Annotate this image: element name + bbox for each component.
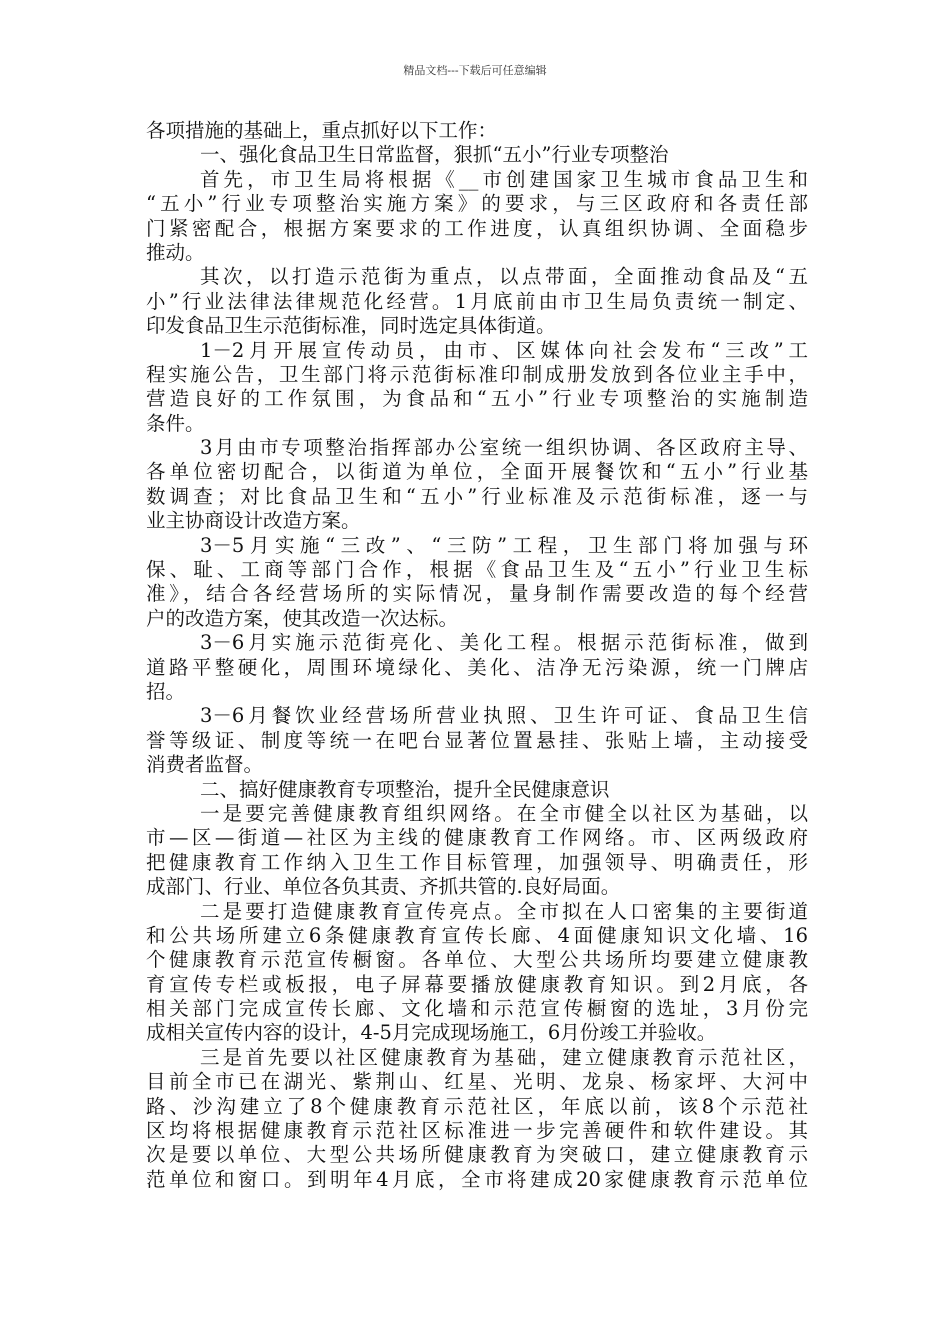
text-line: 成相关宣传内容的设计，4-5月完成现场施工，6月份竣工并验收。 — [146, 1021, 717, 1045]
text-line: “五小”行业专项整治实施方案》的要求，与三区政府和各责任部 — [146, 192, 808, 216]
text-line: 把健康教育工作纳入卫生工作目标管理，加强领导、明确责任，形 — [146, 850, 808, 874]
text-line: 业主协商设计改造方案。 — [146, 509, 361, 533]
text-line: 印发食品卫生示范街标准，同时选定具体街道。 — [146, 314, 556, 338]
text-line: 一、强化食品卫生日常监督，狠抓“五小”行业专项整治 — [200, 143, 669, 167]
text-line: 三是首先要以社区健康教育为基础，建立健康教育示范社区， — [200, 1045, 808, 1069]
text-line: 其次，以打造示范街为重点，以点带面，全面推动食品及“五 — [200, 265, 808, 289]
text-line: 成部门、行业、单位各负其责、齐抓共管的.良好局面。 — [146, 875, 621, 899]
text-line: 3－5月实施“三改”、“三防”工程，卫生部门将加强与环 — [200, 533, 808, 557]
text-line: 3月由市专项整治指挥部办公室统一组织协调、各区政府主导、 — [200, 436, 808, 460]
text-line: 营造良好的工作氛围，为食品和“五小”行业专项整治的实施制造 — [146, 387, 808, 411]
text-line: 各单位密切配合，以街道为单位，全面开展餐饮和“五小”行业基 — [146, 460, 808, 484]
text-line: 和公共场所建立6条健康教育宣传长廊、4面健康知识文化墙、16 — [146, 923, 808, 947]
text-line: 准》，结合各经营场所的实际情况，量身制作需要改造的每个经营 — [146, 582, 808, 606]
text-line: 程实施公告，卫生部门将示范街标准印制成册发放到各位业主手中， — [146, 362, 808, 386]
text-line: 条件。 — [146, 411, 205, 435]
text-line: 3－6月餐饮业经营场所营业执照、卫生许可证、食品卫生信 — [200, 704, 808, 728]
text-line: 路、沙沟建立了8个健康教育示范社区，年底以前，该8个示范社 — [146, 1094, 808, 1118]
text-line: 数调查；对比食品卫生和“五小”行业标准及示范街标准，逐一与 — [146, 484, 808, 508]
text-line: 范单位和窗口。到明年4月底，全市将建成20家健康教育示范单位 — [146, 1167, 808, 1191]
text-line: 3－6月实施示范街亮化、美化工程。根据示范街标准，做到 — [200, 631, 808, 655]
text-line: 各项措施的基础上，重点抓好以下工作： — [146, 119, 498, 142]
text-line: 户的改造方案，使其改造一次达标。 — [146, 606, 459, 630]
text-line: 1－2月开展宣传动员，由市、区媒体向社会发布“三改”工 — [200, 338, 808, 362]
text-line: 市—区—街道—社区为主线的健康教育工作网络。市、区两级政府 — [146, 826, 808, 850]
text-line: 保、耻、工商等部门合作，根据《食品卫生及“五小”行业卫生标 — [146, 558, 808, 582]
text-line: 次是要以单位、大型公共场所健康教育为突破口，建立健康教育示 — [146, 1143, 808, 1167]
text-line: 目前全市已在湖光、紫荆山、红星、光明、龙泉、杨家坪、大河中 — [146, 1070, 808, 1094]
text-line: 区均将根据健康教育示范社区标准进一步完善硬件和软件建设。其 — [146, 1119, 808, 1143]
text-line: 誉等级证、制度等统一在吧台显著位置悬挂、张贴上墙，主动接受 — [146, 728, 808, 752]
text-line: 推动。 — [146, 240, 205, 264]
page-header: 精品文档---下载后可任意编辑 — [403, 64, 547, 77]
text-line: 个健康教育示范宣传橱窗。各单位、大型公共场所均要建立健康教 — [146, 948, 808, 972]
text-line: 消费者监督。 — [146, 753, 264, 777]
text-line: 二是要打造健康教育宣传亮点。全市拟在人口密集的主要街道 — [200, 899, 808, 923]
text-line: 一是要完善健康教育组织网络。在全市健全以社区为基础，以 — [200, 801, 808, 825]
text-line: 相关部门完成宣传长廊、文化墙和示范宣传橱窗的选址，3月份完 — [146, 997, 808, 1021]
text-line: 首先，市卫生局将根据《__市创建国家卫生城市食品卫生和 — [200, 167, 808, 191]
text-line: 育宣传专栏或板报，电子屏幕要播放健康教育知识。到2月底，各 — [146, 972, 808, 996]
text-line: 小”行业法律法律规范化经营。1月底前由市卫生局负责统一制定、 — [146, 289, 808, 313]
text-line: 二、搞好健康教育专项整治，提升全民健康意识 — [200, 777, 610, 801]
text-line: 招。 — [146, 679, 186, 703]
document-body — [146, 119, 808, 1192]
text-line: 道路平整硬化，周围环境绿化、美化、洁净无污染源，统一门牌店 — [146, 655, 808, 679]
text-line: 门紧密配合，根据方案要求的工作进度，认真组织协调、全面稳步 — [146, 216, 808, 240]
